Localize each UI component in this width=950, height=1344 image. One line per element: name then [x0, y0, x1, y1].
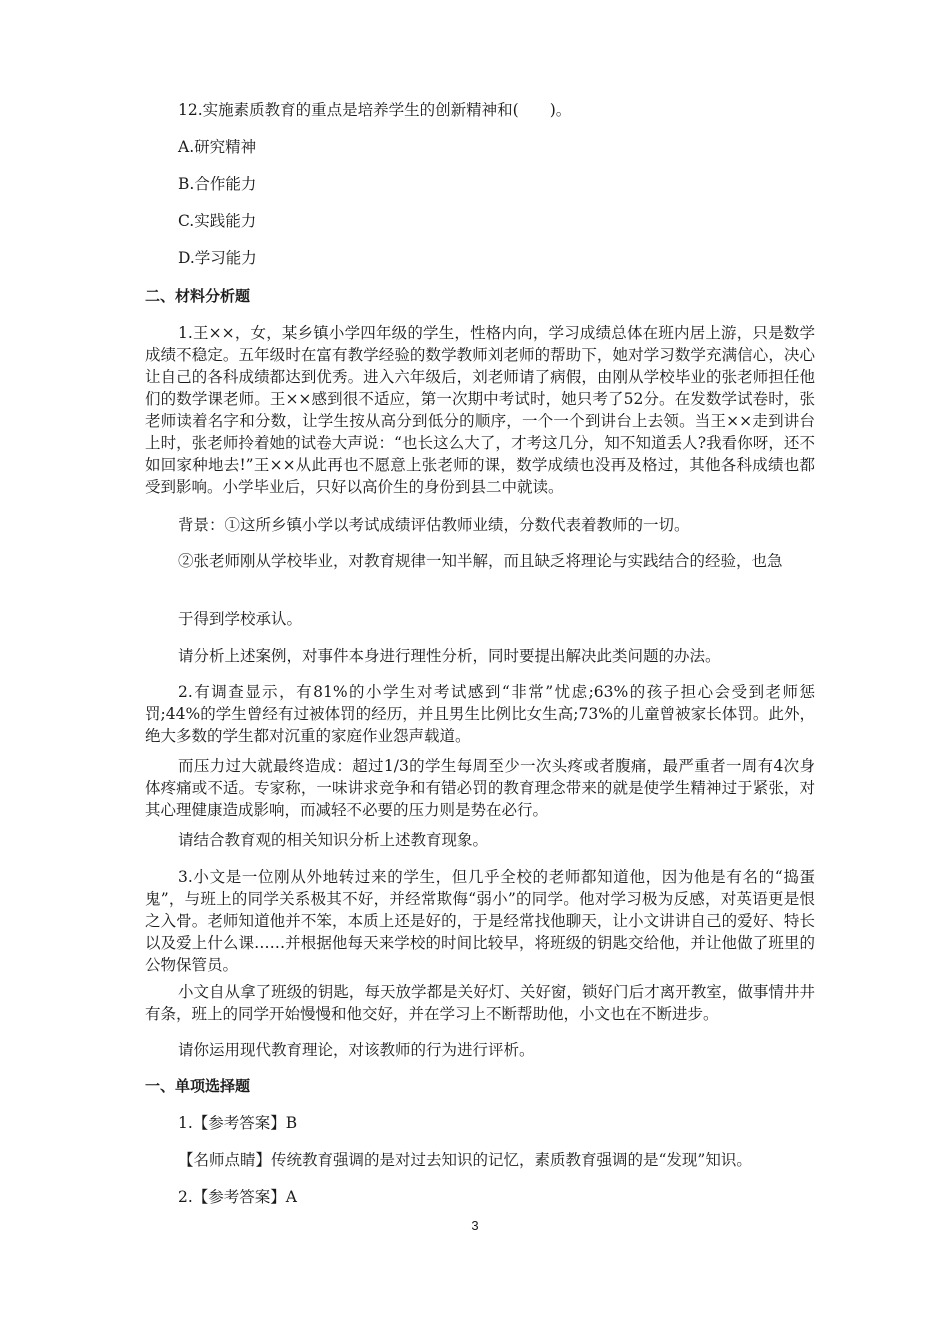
answer-1-note: 【名师点睛】传统教育强调的是对过去知识的记忆，素质教育强调的是“发现”知识。: [178, 1151, 752, 1169]
case-1-question: 请分析上述案例，对事件本身进行理性分析，同时要提出解决此类问题的办法。: [178, 647, 721, 665]
case-2-text-2: 而压力过大就最终造成：超过1/3的学生每周至少一次头疼或者腹痛，最严重者一周有4次身体疼痛或不适。专家称，一味讲求竞争和有错必罚的教育理念带来的就是使学生精神过于紧张，对其心理健康造成影响，而减轻不必要的压力则是势在必行。: [145, 757, 815, 819]
answer-2-label: 2.【参考答案】A: [178, 1188, 297, 1206]
case-3-text-1: 3.小文是一位刚从外地转过来的学生，但几乎全校的老师都知道他，因为他是有名的“捣蛋鬼”，与班上的同学关系极其不好，并经常欺侮“弱小”的同学。他对学习极为反感，对英语更是恨之入骨。老师知道他并不笨，本质上还是好的，于是经常找他聊天，让小文讲讲自己的爱好、特长以及爱上什么课……并根据他每天来学校的时间比较早，将班级的钥匙交给他，并让他做了班里的公物保管员。: [145, 868, 815, 974]
option-b: B.合作能力: [178, 175, 257, 193]
case-1-background-1: 背景：①这所乡镇小学以考试成绩评估教师业绩，分数代表着教师的一切。: [178, 516, 690, 534]
section-heading-material-analysis: 二、材料分析题: [145, 287, 251, 305]
case-2-question: 请结合教育观的相关知识分析上述教育现象。: [178, 831, 489, 849]
case-3-text-2: 小文自从拿了班级的钥匙，每天放学都是关好灯、关好窗，锁好门后才离开教室，做事情井井有条，班上的同学开始慢慢和他交好，并在学习上不断帮助他，小文也在不断进步。: [145, 983, 815, 1023]
case-2-text-1: 2.有调查显示，有81%的小学生对考试感到“非常”忧虑;63%的孩子担心会受到老师惩罚;44%的学生曾经有过被体罚的经历，并且男生比例比女生高;73%的儿童曾被家长体罚。此外，绝大多数的学生都对沉重的家庭作业怨声载道。: [145, 683, 815, 745]
question-12-stem: 12.实施素质教育的重点是培养学生的创新精神和( )。: [178, 101, 572, 119]
case-3-question: 请你运用现代教育理论，对该教师的行为进行评析。: [178, 1041, 535, 1059]
page-number: 3: [471, 1218, 479, 1233]
answer-1-label: 1.【参考答案】B: [178, 1114, 298, 1132]
option-d: D.学习能力: [178, 249, 257, 267]
option-c: C.实践能力: [178, 212, 257, 230]
case-1-background-2: ②张老师刚从学校毕业，对教育规律一知半解，而且缺乏将理论与实践结合的经验，也急: [178, 552, 783, 570]
option-a: A.研究精神: [178, 138, 257, 156]
case-1-text: 1.王××，女，某乡镇小学四年级的学生，性格内向，学习成绩总体在班内居上游，只是数学成绩不稳定。五年级时在富有教学经验的数学教师刘老师的帮助下，她对学习数学充满信心，决心让自己的各科成绩都达到优秀。进入六年级后，刘老师请了病假，由刚从学校毕业的张老师担任他们的数学课老师。王××感到很不适应，第一次期中考试时，她只考了52分。在发数学试卷时，张老师读着名字和分数，让学生按从高分到低分的顺序，一个一个到讲台上去领。当王××走到讲台上时，张老师拎着她的试卷大声说：“也长这么大了，才考这几分，知不知道丢人?我看你呀，还不如回家种地去!”王××从此再也不愿意上张老师的课，数学成绩也没再及格过，其他各科成绩也都受到影响。小学毕业后，只好以高价生的身份到县二中就读。: [145, 324, 815, 496]
case-1-background-3: 于得到学校承认。: [178, 610, 303, 628]
section-heading-single-choice: 一、单项选择题: [145, 1077, 251, 1095]
